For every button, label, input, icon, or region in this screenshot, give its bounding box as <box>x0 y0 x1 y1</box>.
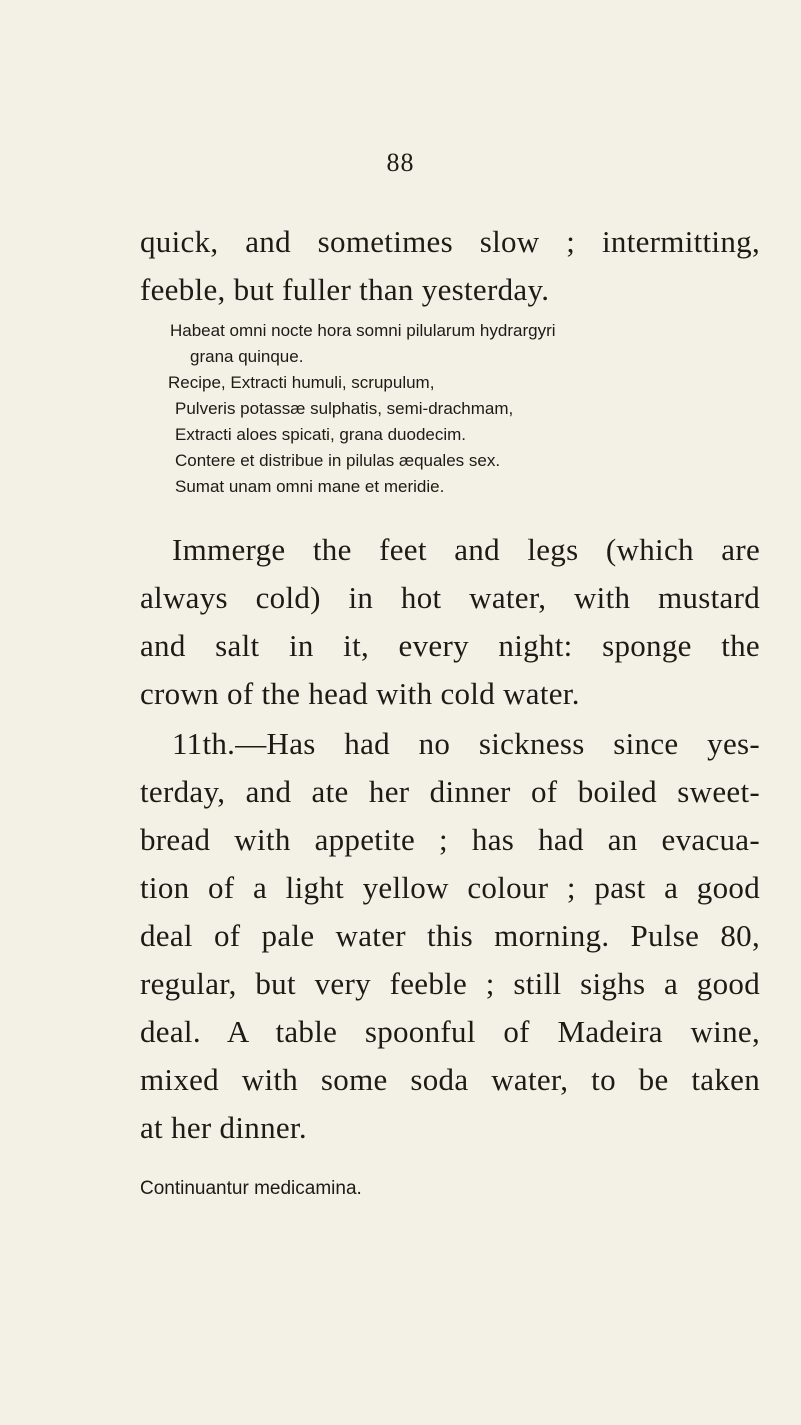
text-line: crown of the head with cold water. <box>140 676 580 711</box>
text-line: Immerge the feet and legs (which are <box>172 532 760 567</box>
prescription-line: Habeat omni nocte hora somni pilularum hydrargyri <box>170 321 556 340</box>
text-line: at her dinner. <box>140 1110 307 1145</box>
text-line: feeble, but fuller than yesterday. <box>140 272 550 307</box>
prescription-line: grana quinque. <box>190 347 304 366</box>
text-line: quick, and sometimes slow ; intermitting, <box>140 224 760 259</box>
paragraph-eleventh <box>140 720 770 1152</box>
prescription-block <box>140 318 770 500</box>
ingredient-line: Contere et distribue in pilulas æquales sex. <box>175 451 501 470</box>
footer-line: Continuantur medicamina. <box>140 1178 362 1199</box>
page-number: 88 <box>386 148 415 177</box>
text-line: 11th.—Has had no sickness since yes- <box>172 726 760 761</box>
paragraph-immerge <box>140 526 770 718</box>
text-line: tion of a light yellow colour ; past a good <box>140 870 760 905</box>
text-line: and salt in it, every night: sponge the <box>140 628 760 663</box>
ingredient-line: Sumat unam omni mane et meridie. <box>175 477 445 496</box>
ingredient-line: Pulveris potassæ sulphatis, semi-drachmam, <box>175 399 514 418</box>
text-line: mixed with some soda water, to be taken <box>140 1062 760 1097</box>
text-line: terday, and ate her dinner of boiled sweet- <box>140 774 760 809</box>
text-line: regular, but very feeble ; still sighs a good <box>140 966 760 1001</box>
text-line: always cold) in hot water, with mustard <box>140 580 760 615</box>
text-line: bread with appetite ; has had an evacua- <box>140 822 760 857</box>
text-line: deal. A table spoonful of Madeira wine, <box>140 1014 760 1049</box>
footer-note <box>140 1178 770 1200</box>
text-line: deal of pale water this morning. Pulse 80, <box>140 918 760 953</box>
recipe-line: Recipe, Extracti humuli, scrupulum, <box>168 373 435 392</box>
ingredient-line: Extracti aloes spicati, grana duodecim. <box>175 425 467 444</box>
paragraph-continuation <box>140 218 770 314</box>
